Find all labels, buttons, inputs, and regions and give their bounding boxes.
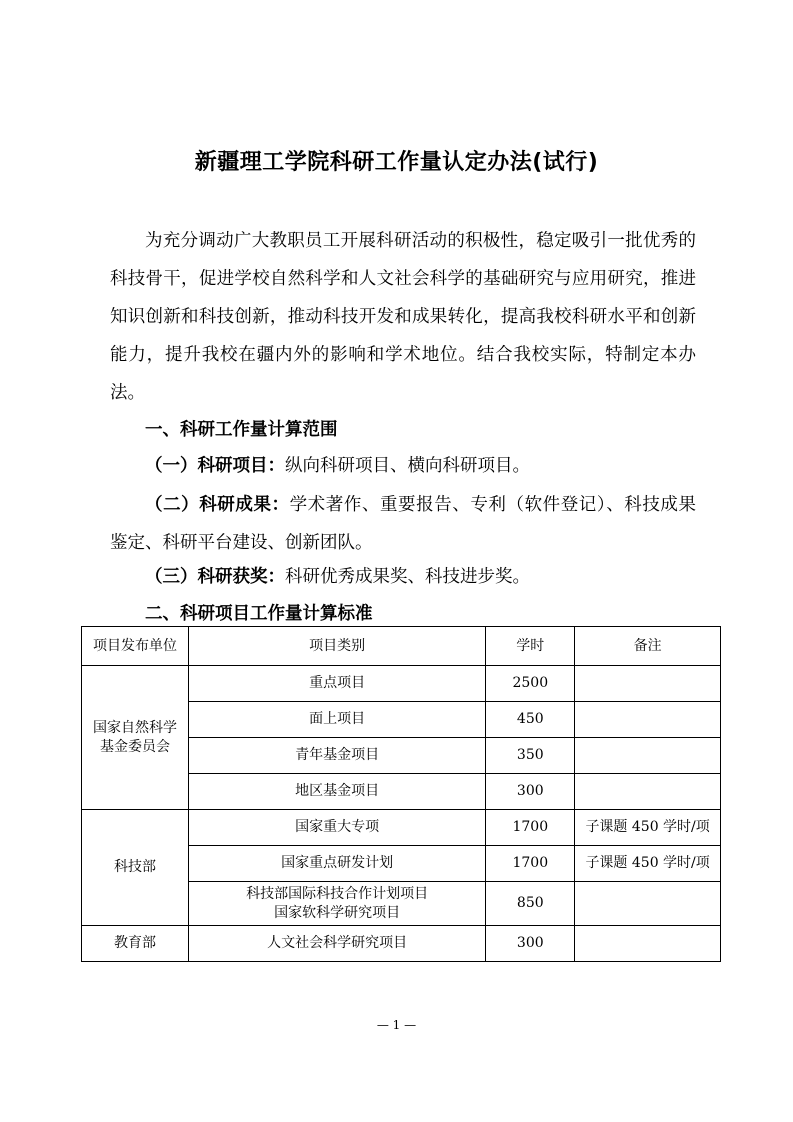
note-cell: 子课题 450 学时/项 [575, 846, 721, 882]
category-cell: 地区基金项目 [188, 774, 485, 810]
scope-item-1-label: （一）科研项目： [145, 456, 285, 476]
page-number: — 1 — [376, 1018, 417, 1032]
scope-item-2-text: 学术著作、重要报告、专利（软件登记）、科技成果鉴定、科研平台建设、创新团队。 [110, 495, 697, 553]
category-cell: 重点项目 [188, 666, 485, 702]
category-cell: 国家重大专项 [188, 810, 485, 846]
hours-cell: 1700 [486, 810, 575, 846]
hours-cell: 850 [486, 882, 575, 926]
note-cell [575, 882, 721, 926]
category-line-2: 国家软科学研究项目 [274, 904, 401, 921]
header-hours: 学时 [486, 627, 575, 666]
table-header-row [82, 627, 721, 666]
hours-cell: 450 [486, 702, 575, 738]
hours-cell: 300 [486, 926, 575, 962]
scope-item-3 [110, 558, 696, 596]
note-cell [575, 702, 721, 738]
category-cell: 青年基金项目 [188, 738, 485, 774]
document-title: 新疆理工学院科研工作量认定办法(试行) [194, 150, 599, 175]
category-cell: 面上项目 [188, 702, 485, 738]
hours-cell: 350 [486, 738, 575, 774]
table-row [82, 926, 721, 962]
intro-paragraph: 为充分调动广大教职员工开展科研活动的积极性，稳定吸引一批优秀的科技骨干，促进学校自然科学和人文社会科学的基础研究与应用研究，推进知识创新和科技创新，推动科技开发和成果转化，提高我校科研水平和创新能力，提升我校在疆内外的影响和学术地位。结合我校实际，特制定本办法。 [110, 231, 696, 403]
header-unit: 项目发布单位 [82, 627, 189, 666]
section-heading-1: 一、科研工作量计算范围 [145, 420, 338, 440]
unit-cell [82, 666, 189, 810]
unit-cell: 科技部 [82, 810, 189, 926]
header-category: 项目类别 [188, 627, 485, 666]
table-row [82, 666, 721, 702]
note-cell [575, 926, 721, 962]
category-line-1: 科技部国际科技合作计划项目 [246, 885, 429, 902]
scope-item-3-text: 科研优秀成果奖、科技进步奖。 [285, 567, 530, 587]
hours-cell: 1700 [486, 846, 575, 882]
scope-item-1 [110, 447, 696, 485]
note-cell: 子课题 450 学时/项 [575, 810, 721, 846]
workload-table [81, 626, 721, 962]
scope-item-2-label: （二）科研成果： [145, 495, 290, 515]
header-note: 备注 [575, 627, 721, 666]
hours-cell: 2500 [486, 666, 575, 702]
category-cell: 人文社会科学研究项目 [188, 926, 485, 962]
scope-item-2 [110, 486, 696, 562]
unit-name: 国家自然科学基金委员会 [92, 719, 177, 755]
note-cell [575, 774, 721, 810]
note-cell [575, 666, 721, 702]
table-row [82, 810, 721, 846]
section-heading-2: 二、科研项目工作量计算标准 [145, 604, 373, 624]
note-cell [575, 738, 721, 774]
scope-item-1-text: 纵向科研项目、横向科研项目。 [285, 456, 530, 476]
unit-cell: 教育部 [82, 926, 189, 962]
category-cell [188, 882, 485, 926]
hours-cell: 300 [486, 774, 575, 810]
category-cell: 国家重点研发计划 [188, 846, 485, 882]
scope-item-3-label: （三）科研获奖： [145, 567, 285, 587]
